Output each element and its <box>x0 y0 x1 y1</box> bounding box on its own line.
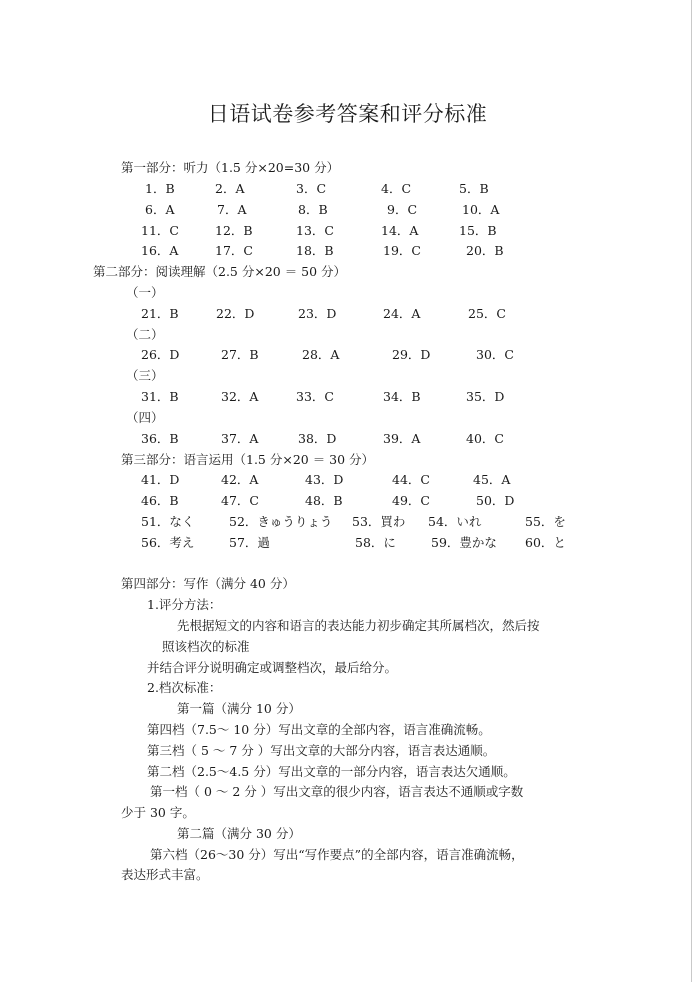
answer-item: 34．B <box>383 389 421 404</box>
answer-item: 17．C <box>215 243 253 258</box>
answer-item: 12．B <box>215 223 253 238</box>
answer-item: 38．D <box>298 431 337 446</box>
answer-item: 20．B <box>466 243 504 258</box>
answer-item: 60．と <box>525 535 566 550</box>
answer-item: 51．なく <box>141 514 195 529</box>
answer-item: 57．過 <box>229 535 270 550</box>
part4-heading: 第四部分：写作（满分 40 分） <box>121 576 295 591</box>
answer-item: 39．A <box>383 431 421 446</box>
answer-item: 35．D <box>466 389 505 404</box>
answer-item: 41．D <box>141 472 180 487</box>
section-label: （一） <box>126 285 164 300</box>
answer-item: 50．D <box>476 493 515 508</box>
level-text: 第六档（26～30 分）写出“写作要点”的全部内容，语言准确流畅， <box>150 847 524 862</box>
answer-item: 29．D <box>392 347 431 362</box>
level-text: 少于 30 字。 <box>121 805 195 820</box>
answer-item: 7．A <box>217 202 247 217</box>
answer-item: 23．D <box>298 306 337 321</box>
answer-item: 8．B <box>298 202 328 217</box>
answer-item: 1．B <box>145 181 175 196</box>
answer-item: 56．考え <box>141 535 195 550</box>
answer-item: 10．A <box>462 202 500 217</box>
answer-item: 9．C <box>387 202 418 217</box>
answer-item: 53．買わ <box>352 514 406 529</box>
method-text: 并结合评分说明确定或调整档次，最后给分。 <box>147 660 398 675</box>
answer-item: 26．D <box>141 347 180 362</box>
level-text: 第四档（7.5～ 10 分）写出文章的全部内容，语言准确流畅。 <box>147 722 491 737</box>
section-label: （四） <box>126 410 164 425</box>
level-text: 表达形式丰富。 <box>121 867 209 882</box>
part2-heading: 第二部分：阅读理解（2.5 分×20 ＝ 50 分） <box>93 264 347 279</box>
page-edge <box>691 0 692 982</box>
level-text: 第一档（ 0 ～ 2 分 ）写出文章的很少内容，语言表达不通顺或字数 <box>150 784 524 799</box>
answer-item: 15．B <box>459 223 497 238</box>
level-text: 第三档（ 5 ～ 7 分 ）写出文章的大部分内容，语言表达通顺。 <box>147 743 496 758</box>
answer-item: 52．きゅうりょう <box>229 514 333 529</box>
answer-item: 28．A <box>302 347 340 362</box>
answer-item: 46．B <box>141 493 179 508</box>
answer-item: 49．C <box>392 493 430 508</box>
answer-item: 11．C <box>141 223 179 238</box>
essay2-title: 第二篇（满分 30 分） <box>177 826 301 841</box>
answer-item: 25．C <box>468 306 506 321</box>
answer-item: 16．A <box>141 243 179 258</box>
essay1-title: 第一篇（满分 10 分） <box>177 701 301 716</box>
answer-item: 54．いれ <box>428 514 482 529</box>
answer-item: 22．D <box>216 306 255 321</box>
answer-item: 24．A <box>383 306 421 321</box>
page-title: 日语试卷参考答案和评分标准 <box>207 102 488 126</box>
answer-item: 44．C <box>392 472 430 487</box>
answer-item: 19．C <box>383 243 421 258</box>
method-text: 照该档次的标准 <box>162 639 250 654</box>
answer-item: 3．C <box>296 181 327 196</box>
answer-item: 31．B <box>141 389 179 404</box>
method-text: 先根据短文的内容和语言的表达能力初步确定其所属档次，然后按 <box>177 618 540 633</box>
answer-item: 2．A <box>215 181 245 196</box>
answer-item: 48．B <box>305 493 343 508</box>
answer-item: 47．C <box>221 493 259 508</box>
answer-item: 32．A <box>221 389 259 404</box>
answer-item: 21．B <box>141 306 179 321</box>
part3-heading: 第三部分：语言运用（1.5 分×20 ＝ 30 分） <box>121 452 375 467</box>
section-label: （二） <box>126 327 164 342</box>
answer-item: 4．C <box>381 181 412 196</box>
answer-item: 58．に <box>355 535 396 550</box>
answer-item: 5．B <box>459 181 489 196</box>
part1-heading: 第一部分：听力（1.5 分×20=30 分） <box>121 160 340 175</box>
answer-item: 45．A <box>473 472 511 487</box>
answer-item: 14．A <box>381 223 419 238</box>
level-text: 第二档（2.5～4.5 分）写出文章的一部分内容，语言表达欠通顺。 <box>147 764 516 779</box>
answer-item: 6．A <box>145 202 175 217</box>
answer-item: 40．C <box>466 431 504 446</box>
section-label: （三） <box>126 368 164 383</box>
answer-item: 55．を <box>525 514 566 529</box>
answer-item: 37．A <box>221 431 259 446</box>
answer-item: 27．B <box>221 347 259 362</box>
answer-item: 13．C <box>296 223 334 238</box>
levels-label: 2.档次标准： <box>147 680 222 695</box>
answer-item: 42．A <box>221 472 259 487</box>
answer-item: 59．豊かな <box>431 535 497 550</box>
method-label: 1.评分方法： <box>147 597 222 612</box>
answer-item: 18．B <box>296 243 334 258</box>
answer-item: 43．D <box>305 472 344 487</box>
answer-item: 30．C <box>476 347 514 362</box>
answer-item: 36．B <box>141 431 179 446</box>
answer-item: 33．C <box>296 389 334 404</box>
